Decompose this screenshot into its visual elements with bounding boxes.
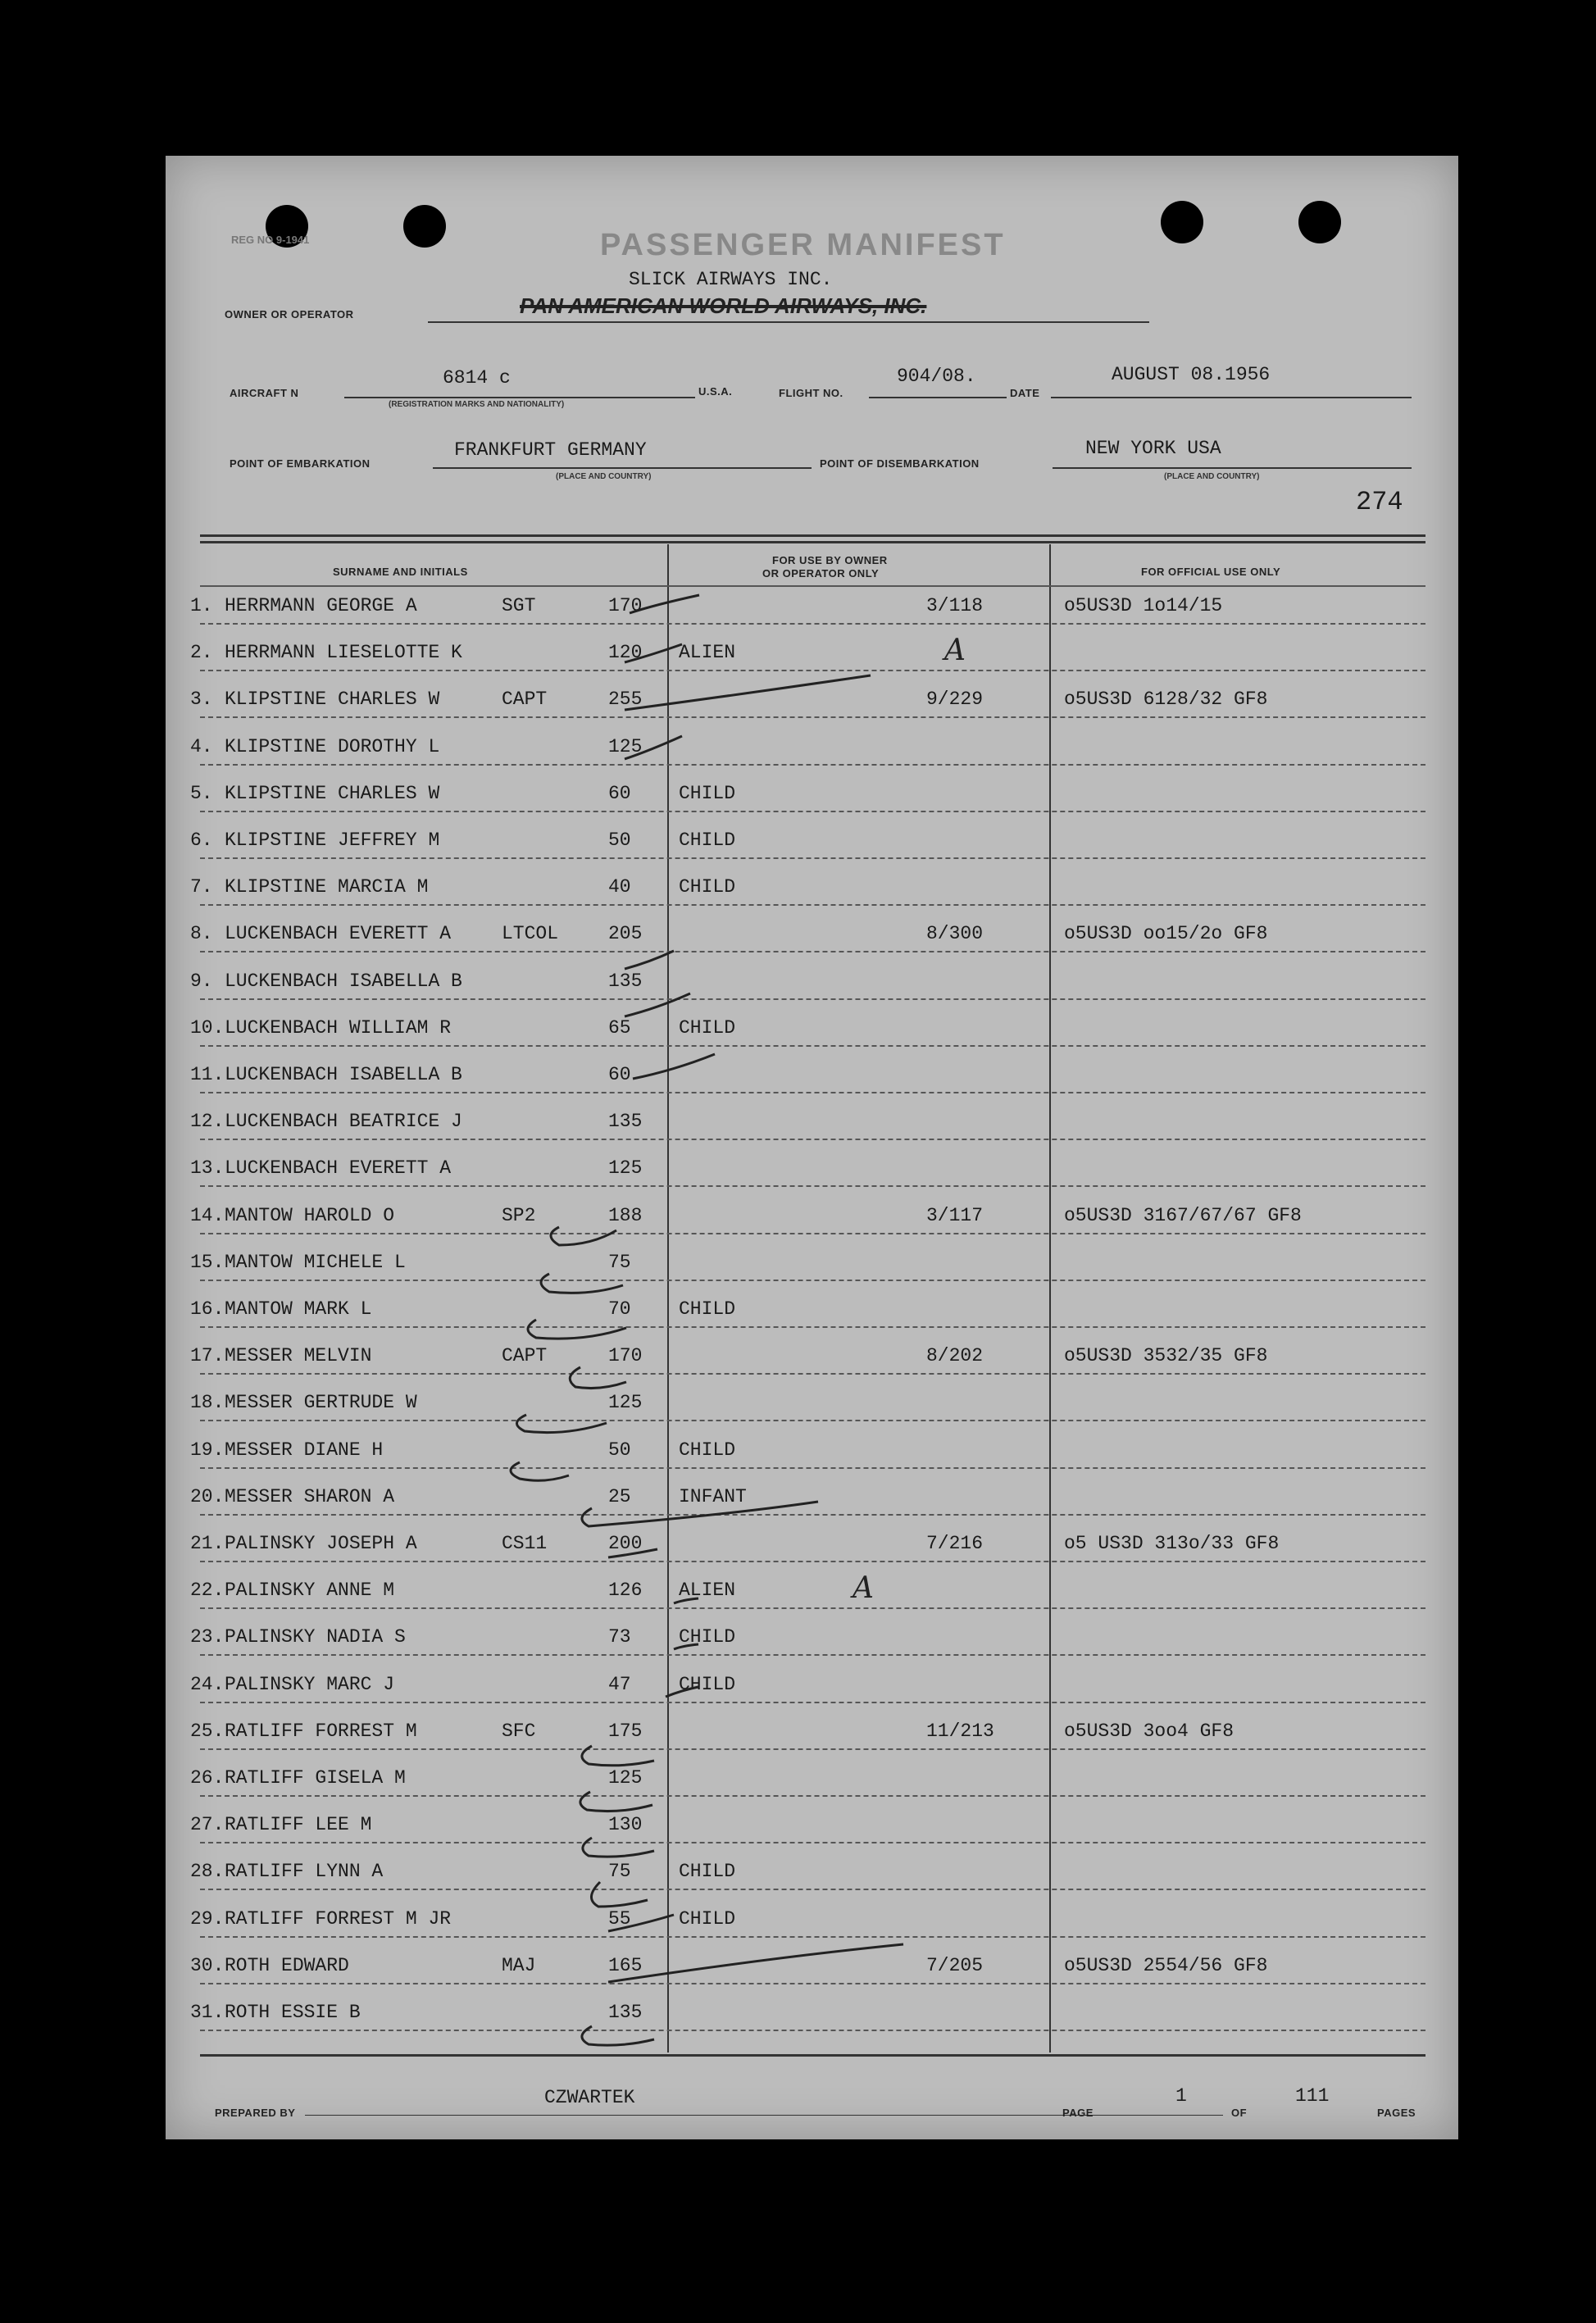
row-number: 7.: [190, 876, 213, 898]
page-number: 274: [1356, 487, 1403, 517]
col-surname: SURNAME AND INITIALS: [333, 566, 468, 578]
col-owner-use: OR OPERATOR ONLY: [762, 567, 880, 580]
place-note: (PLACE AND COUNTRY): [1164, 472, 1260, 481]
page-value: 1: [1175, 2085, 1187, 2107]
usa-label: U.S.A.: [698, 385, 733, 398]
passenger-name: KLIPSTINE CHARLES W: [225, 689, 440, 711]
of-label: OF: [1231, 2107, 1248, 2119]
row-number: 20.: [190, 1485, 225, 1507]
passenger-weight: 75: [608, 1251, 631, 1273]
registration-stamp: REG NO 9-1941: [231, 234, 310, 246]
passenger-weight: 65: [608, 1016, 631, 1039]
passenger-weight: 73: [608, 1626, 631, 1648]
row-number: 29.: [190, 1907, 225, 1930]
of-value: 111: [1295, 2085, 1330, 2107]
passenger-weight: 175: [608, 1720, 643, 1742]
passenger-name: PALINSKY NADIA S: [225, 1626, 406, 1648]
date-value: AUGUST 08.1956: [1112, 364, 1271, 385]
row-number: 1.: [190, 595, 213, 616]
manifest-page: [166, 156, 1458, 2139]
passenger-weight: 188: [608, 1204, 643, 1226]
passenger-name: PALINSKY ANNE M: [225, 1580, 395, 1602]
row-number: 16.: [190, 1298, 225, 1320]
prepared-value: CZWARTEK: [544, 2087, 635, 2108]
passenger-note: CHILD: [679, 1298, 736, 1320]
owner-code: 3/118: [926, 595, 984, 616]
passenger-name: PALINSKY MARC J: [225, 1673, 395, 1695]
aircraft-label: AIRCRAFT N: [230, 387, 299, 399]
passenger-name: KLIPSTINE MARCIA M: [225, 876, 429, 898]
official-entry: o5US3D 2554/56 GF8: [1064, 1954, 1268, 1976]
row-number: 19.: [190, 1439, 225, 1461]
passenger-weight: 125: [608, 1392, 643, 1414]
passenger-name: LUCKENBACH BEATRICE J: [225, 1111, 462, 1133]
passenger-rank: LTCOL: [502, 923, 559, 945]
row-number: 23.: [190, 1626, 225, 1648]
passenger-rank: SGT: [502, 595, 536, 616]
passenger-name: ROTH ESSIE B: [225, 2002, 361, 2023]
owner-code: 7/205: [926, 1954, 984, 1976]
row-number: 9.: [190, 970, 213, 992]
handwritten-marks: [166, 156, 1458, 2139]
owner-code: 8/202: [926, 1345, 984, 1367]
owner-code: 9/229: [926, 689, 984, 711]
row-number: 17.: [190, 1345, 225, 1367]
passenger-note: CHILD: [679, 1907, 736, 1930]
official-entry: o5 US3D 313o/33 GF8: [1064, 1533, 1280, 1554]
passenger-weight: 126: [608, 1580, 643, 1602]
registration-note: (REGISTRATION MARKS AND NATIONALITY): [389, 400, 565, 409]
row-number: 11.: [190, 1064, 225, 1085]
passenger-note: ALIEN: [679, 642, 736, 664]
passenger-note: INFANT: [679, 1485, 747, 1507]
passenger-note: ALIEN: [679, 1580, 736, 1602]
passenger-weight: 75: [608, 1861, 631, 1883]
passenger-weight: 40: [608, 876, 631, 898]
passenger-weight: 47: [608, 1673, 631, 1695]
passenger-name: LUCKENBACH WILLIAM R: [225, 1016, 452, 1039]
row-number: 27.: [190, 1814, 225, 1836]
row-number: 30.: [190, 1954, 225, 1976]
passenger-name: MESSER DIANE H: [225, 1439, 384, 1461]
col-owner-use: FOR USE BY OWNER: [772, 554, 888, 566]
owner-code: 7/216: [926, 1533, 984, 1554]
passenger-weight: 255: [608, 689, 643, 711]
passenger-name: KLIPSTINE JEFFREY M: [225, 830, 440, 851]
passenger-name: HERRMANN GEORGE A: [225, 595, 417, 616]
passenger-note: CHILD: [679, 1673, 736, 1695]
official-entry: o5US3D 6128/32 GF8: [1064, 689, 1268, 711]
passenger-weight: 125: [608, 1767, 643, 1789]
owner-code: 8/300: [926, 923, 984, 945]
passenger-name: RATLIFF LEE M: [225, 1814, 372, 1836]
passenger-name: RATLIFF LYNN A: [225, 1861, 384, 1883]
row-number: 14.: [190, 1204, 225, 1226]
passenger-weight: 135: [608, 1111, 643, 1133]
form-title: PASSENGER MANIFEST: [600, 228, 1006, 262]
passenger-weight: 120: [608, 642, 643, 664]
row-number: 13.: [190, 1157, 225, 1180]
passenger-name: PALINSKY JOSEPH A: [225, 1533, 417, 1554]
row-number: 25.: [190, 1720, 225, 1742]
owner-code: 11/213: [926, 1720, 994, 1742]
owner-code: 3/117: [926, 1204, 984, 1226]
official-entry: o5US3D 1o14/15: [1064, 595, 1223, 616]
row-number: 2.: [190, 642, 213, 664]
col-official: FOR OFFICIAL USE ONLY: [1141, 566, 1281, 578]
passenger-note: CHILD: [679, 1861, 736, 1883]
official-entry: o5US3D 3532/35 GF8: [1064, 1345, 1268, 1367]
aircraft-value: 6814 c: [443, 367, 511, 389]
row-number: 24.: [190, 1673, 225, 1695]
pages-label: PAGES: [1377, 2107, 1416, 2119]
passenger-weight: 125: [608, 1157, 643, 1180]
passenger-weight: 50: [608, 1439, 631, 1461]
owner-label: OWNER OR OPERATOR: [225, 308, 354, 320]
prepared-label: PREPARED BY: [215, 2107, 296, 2119]
owner-struck: PAN AMERICAN WORLD AIRWAYS, INC.: [520, 293, 927, 318]
owner-typed: SLICK AIRWAYS INC.: [629, 269, 833, 290]
passenger-weight: 170: [608, 595, 643, 616]
date-label: DATE: [1010, 387, 1040, 399]
passenger-rank: MAJ: [502, 1954, 536, 1976]
passenger-weight: 205: [608, 923, 643, 945]
passenger-note: CHILD: [679, 1016, 736, 1039]
official-entry: o5US3D oo15/2o GF8: [1064, 923, 1268, 945]
row-number: 26.: [190, 1767, 225, 1789]
passenger-name: LUCKENBACH ISABELLA B: [225, 970, 462, 992]
passenger-note: CHILD: [679, 876, 736, 898]
passenger-name: RATLIFF GISELA M: [225, 1767, 406, 1789]
row-number: 5.: [190, 782, 213, 804]
passenger-weight: 50: [608, 830, 631, 851]
row-number: 12.: [190, 1111, 225, 1133]
passenger-name: LUCKENBACH EVERETT A: [225, 1157, 452, 1180]
passenger-rank: CAPT: [502, 1345, 548, 1367]
disembark-label: POINT OF DISEMBARKATION: [820, 457, 980, 470]
passenger-rank: CAPT: [502, 689, 548, 711]
disembark-value: NEW YORK USA: [1085, 438, 1221, 459]
passenger-name: RATLIFF FORREST M JR: [225, 1907, 452, 1930]
embark-value: FRANKFURT GERMANY: [454, 439, 647, 461]
row-number: 31.: [190, 2002, 225, 2023]
passenger-rank: SP2: [502, 1204, 536, 1226]
row-number: 21.: [190, 1533, 225, 1554]
passenger-note: CHILD: [679, 830, 736, 851]
passenger-weight: 70: [608, 1298, 631, 1320]
passenger-weight: 25: [608, 1485, 631, 1507]
passenger-name: RATLIFF FORREST M: [225, 1720, 417, 1742]
passenger-note: CHILD: [679, 1439, 736, 1461]
row-number: 28.: [190, 1861, 225, 1883]
passenger-name: MANTOW MICHELE L: [225, 1251, 406, 1273]
passenger-name: ROTH EDWARD: [225, 1954, 349, 1976]
passenger-name: LUCKENBACH EVERETT A: [225, 923, 452, 945]
official-entry: o5US3D 3167/67/67 GF8: [1064, 1204, 1302, 1226]
row-number: 10.: [190, 1016, 225, 1039]
passenger-name: KLIPSTINE DOROTHY L: [225, 735, 440, 757]
passenger-name: KLIPSTINE CHARLES W: [225, 782, 440, 804]
passenger-rank: SFC: [502, 1720, 536, 1742]
row-number: 3.: [190, 689, 213, 711]
embark-label: POINT OF EMBARKATION: [230, 457, 371, 470]
passenger-name: HERRMANN LIESELOTTE K: [225, 642, 462, 664]
passenger-weight: 125: [608, 735, 643, 757]
flight-value: 904/08.: [897, 366, 976, 387]
row-number: 6.: [190, 830, 213, 851]
passenger-rank: CS11: [502, 1533, 548, 1554]
passenger-name: MANTOW HAROLD O: [225, 1204, 395, 1226]
passenger-weight: 165: [608, 1954, 643, 1976]
passenger-name: MESSER MELVIN: [225, 1345, 372, 1367]
row-number: 8.: [190, 923, 213, 945]
flight-label: FLIGHT NO.: [779, 387, 843, 399]
passenger-name: MESSER GERTRUDE W: [225, 1392, 417, 1414]
passenger-note: CHILD: [679, 782, 736, 804]
passenger-weight: 200: [608, 1533, 643, 1554]
passenger-weight: 135: [608, 970, 643, 992]
owner-code: A: [853, 1571, 874, 1606]
place-note: (PLACE AND COUNTRY): [556, 472, 652, 481]
row-number: 22.: [190, 1580, 225, 1602]
passenger-weight: 55: [608, 1907, 631, 1930]
passenger-note: CHILD: [679, 1626, 736, 1648]
passenger-weight: 60: [608, 782, 631, 804]
passenger-weight: 135: [608, 2002, 643, 2023]
owner-code: A: [944, 634, 966, 668]
passenger-name: MESSER SHARON A: [225, 1485, 395, 1507]
passenger-weight: 130: [608, 1814, 643, 1836]
passenger-weight: 170: [608, 1345, 643, 1367]
passenger-weight: 60: [608, 1064, 631, 1085]
row-number: 4.: [190, 735, 213, 757]
passenger-name: MANTOW MARK L: [225, 1298, 372, 1320]
page-label: PAGE: [1062, 2107, 1094, 2119]
row-number: 15.: [190, 1251, 225, 1273]
official-entry: o5US3D 3oo4 GF8: [1064, 1720, 1235, 1742]
row-number: 18.: [190, 1392, 225, 1414]
passenger-name: LUCKENBACH ISABELLA B: [225, 1064, 462, 1085]
